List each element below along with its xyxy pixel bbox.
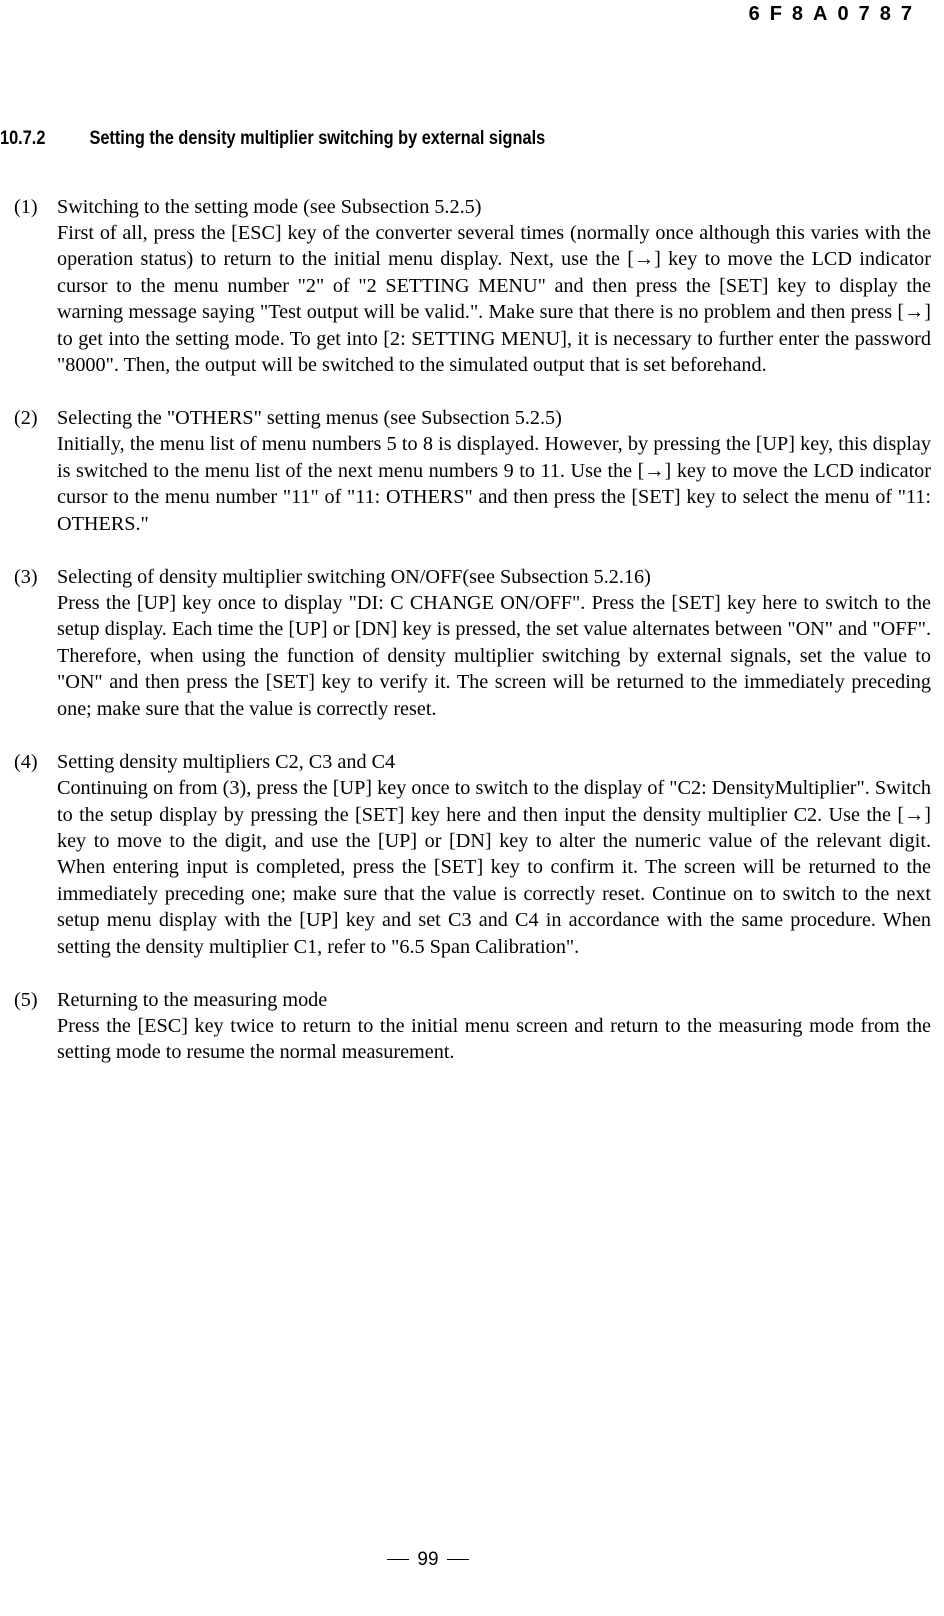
step-body: Press the [ESC] key twice to return to the initial menu screen and return to the measuring mode from the setting mode to resume the normal measurement. <box>57 1014 931 1064</box>
document-code: 6F8A0787 <box>748 3 922 25</box>
step-2 <box>14 405 944 537</box>
step-5 <box>14 987 944 1066</box>
step-body: First of all, press the [ESC] key of the converter several times (normally once although this varies with the operation status) to return to the initial menu display. Next, use the [→] key to move the LCD indicator cursor to the menu number "2" of "2 SETTING MENU" and then press the [SET] key to display the warning message saying "Test output will be valid.". Make sure that there is no problem and then press [→] to get into the setting mode. To get into [2: SETTING MENU], it is necessary to further enter the password "8000". Then, the output will be switched to the simulated output that is set beforehand. <box>57 222 931 377</box>
step-title <box>14 987 944 1013</box>
step-heading: Selecting of density multiplier switching ON/OFF(see Subsection 5.2.16) <box>57 566 651 589</box>
step-number: (2) <box>14 407 38 430</box>
page-number: 99 <box>417 1549 439 1570</box>
step-heading: Selecting the "OTHERS" setting menus (see Subsection 5.2.5) <box>57 407 562 430</box>
step-number: (1) <box>14 196 38 218</box>
section-heading <box>0 126 545 152</box>
step-number: (5) <box>14 988 38 1011</box>
step-title <box>14 405 944 431</box>
step-number: (4) <box>14 751 38 774</box>
step-title <box>14 564 944 590</box>
step-3 <box>14 564 944 722</box>
section-title: Setting the density multiplier switching by external signals <box>89 128 546 149</box>
step-body: Press the [UP] key once to display "DI: C CHANGE ON/OFF". Press the [SET] key here to switch to the setup display. Each time the [UP] or [DN] key is pressed, the set value alternates between "ON" and "OFF". Therefore, when using the function of density multiplier switching by external signals, set the value to "ON" and then press the [SET] key to verify it. The screen will be returned to the immediately preceding one; make sure that the value is correctly reset. <box>57 592 931 720</box>
step-number: (3) <box>14 566 38 589</box>
step-body: Initially, the menu list of menu numbers 5 to 8 is displayed. However, by pressing the [UP] key, this display is switched to the menu list of the next menu numbers 9 to 11. Use the [→] key to move the LCD indicator cursor to the menu number "11" of "11: OTHERS" and then press the [SET] key to select the menu of "11: OTHERS." <box>57 433 931 535</box>
step-heading: Switching to the setting mode (see Subsection 5.2.5) <box>57 196 482 218</box>
page-footer <box>0 1547 856 1573</box>
step-1 <box>14 194 944 378</box>
footer-dash-right <box>447 1559 469 1560</box>
footer-dash-left <box>387 1559 409 1560</box>
step-heading: Returning to the measuring mode <box>57 988 328 1011</box>
step-title <box>14 749 944 775</box>
section-number: 10.7.2 <box>0 128 46 149</box>
step-body: Continuing on from (3), press the [UP] key once to switch to the display of "C2: DensityMultiplier". Switch to the setup display by pressing the [SET] key here and then input the density multiplier C2. Use the [→] key to move to the digit, and use the [UP] or [DN] key to alter the numeric value of the relevant digit. When entering input is completed, press the [SET] key to confirm it. The screen will be returned to the immediately preceding one; make sure that the value is correctly reset. Continue on to switch to the next setup menu display with the [UP] key and set C3 and C4 in accordance with the same procedure. When setting the density multiplier C1, refer to "6.5 Span Calibration". <box>57 777 931 958</box>
step-4 <box>14 749 944 960</box>
step-title <box>14 194 944 220</box>
step-heading: Setting density multipliers C2, C3 and C4 <box>57 751 396 774</box>
procedure-steps <box>14 194 944 1093</box>
